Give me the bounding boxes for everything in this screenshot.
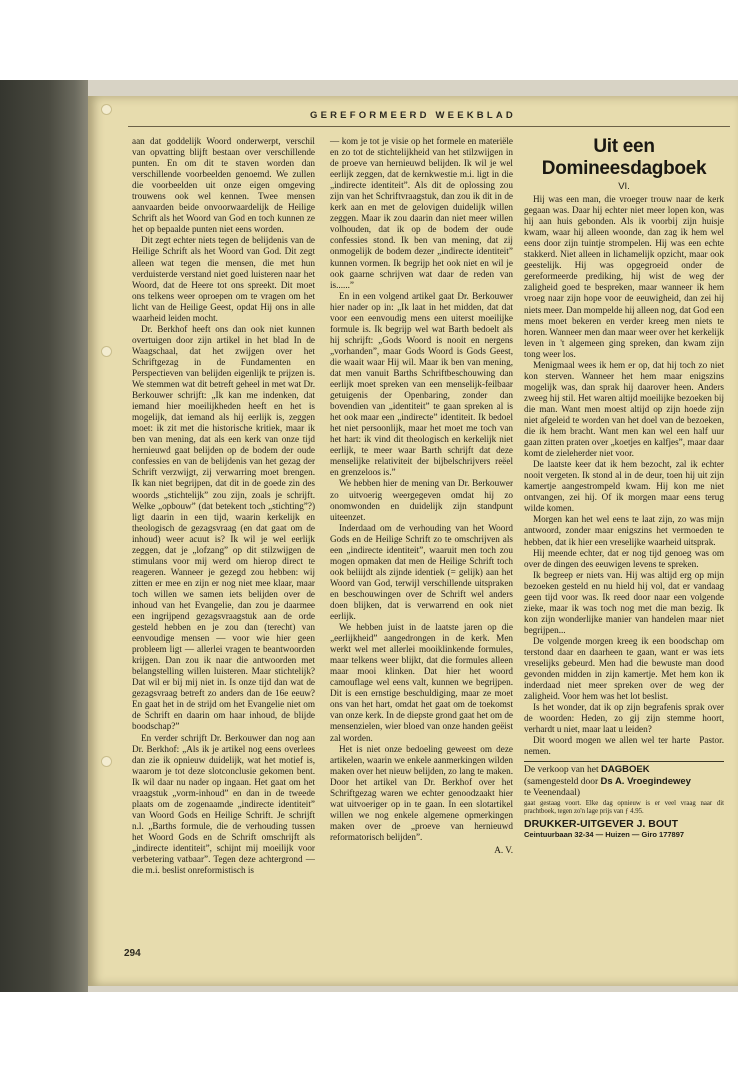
paragraph: Is het wonder, dat ik op zijn begrafenis sprak over de woorden: Heden, zo gij zijn stemme hoort, verhardt u niet, maar laat u leiden? bbox=[524, 702, 724, 735]
paragraph: Menigmaal wees ik hem er op, dat hij toch zo niet kon sterven. Wanneer het hem maar enigszins mogelijk was, dan sprak hij daarover heen. Anders zweeg hij stil. Het waren altijd moeilijke bezoeken bij die man. Want men moest altijd op zijn hoede zijn niet afgeleid te worden van het doel van de bezoeken, die ik hem bracht. Want men kan wel een half uur gaan zitten praten over „koetjes en kalfjes”, maar daar komt de zieleherder niet voor. bbox=[524, 359, 724, 459]
paragraph: Dit zegt echter niets tegen de belijdenis van de Heilige Schrift als het Woord van God. Dit zegt alleen wat tegen die mensen, die met hun verduisterde verstand niet goed luisteren naar het Woord, dat de Heere tot ons spreekt. Dit moet ons telkens weer oproepen om te vragen om het licht van de Heilige Geest, opdat Hij ons in alle waarheid leiden mocht. bbox=[132, 235, 315, 323]
paragraph-with-signature bbox=[524, 735, 724, 757]
paragraph: En in een volgend artikel gaat Dr. Berkouwer hier nader op in: „Ik laat in het midden, dat dat voor een eenvoudig mens een uiterst moeilijke formule is. Ik begrijp wel wat Barth bedoelt als hij schrijft: „Gods Woord is nooit en nergens „vorhanden”, maar Gods Woord is Gods Geest, die waait waar Hij wil. Maar ik ben van mening, dat men vanuit Barths Schriftbeschouwing dan eerlijk moet spreken van een menselijk-feilbaar getuigenis der Openbaring, zonder dan bovendien van „identiteit” te gaan spreken al is het ook maar een „indirecte” identiteit. Ik bedoel het niet persoonlijk, maar het moet me toch van het hart: ik vind dit theologisch en kerkelijk niet eerlijk, te meer waar Barth schrijft dat deze menselijke relativiteit der bijbelschrijvers reëel en grenzeloos is.” bbox=[330, 290, 513, 478]
column-right bbox=[524, 136, 724, 839]
ad-address: Ceintuurbaan 32-34 — Huizen — Giro 177897 bbox=[524, 829, 685, 839]
running-header: GEREFORMEERD WEEKBLAD bbox=[309, 110, 516, 121]
paragraph: — kom je tot je visie op het formele en materiële en zo tot de stichtelijkheid van het stilzwijgen in de proeve van hernieuwd belijden. Ik wil je wel eerlijk zeggen, dat de kernkwestie m.i. ligt in die „indirecte identiteit”. Als dit de oplossing zou zijn van het Schriftvraagstuk, dan zou ik dit in de kerk aan en met de gelovigen duidelijk willen zeggen. Maar ik zou daarin dan niet meer willen volhouden, dat ik op de bodem der oude confessies stond. Ik ben van mening, dat zij onmogelijk de bodem dezer „indirecte identiteit” kunnen vormen. Ik begrijp het ook niet en wil je ook gaarne schrijven wat daar de reden van is......” bbox=[330, 136, 513, 290]
ad-author: Ds A. Vroegindewey bbox=[600, 776, 691, 788]
article-title: Uit een Domineesdagboek bbox=[541, 136, 707, 179]
paragraph: Dit woord mogen we allen wel ter harte nemen. bbox=[524, 735, 691, 757]
punch-hole bbox=[101, 756, 112, 767]
ad-publisher: DRUKKER-UITGEVER J. BOUT bbox=[524, 817, 679, 830]
column-left bbox=[132, 136, 315, 876]
author-signature: A. V. bbox=[494, 845, 513, 855]
paragraph: Ik begreep er niets van. Hij was altijd erg op mijn bezoeken gesteld en nu hield hij vol, dat er vandaag geen tijd voor was. Ik reed door naar een volgende zieke, maar ik was toch nog met die man bezig. Ik kon zijn wonderlijke manier van handelen maar niet begrijpen... bbox=[524, 569, 724, 635]
pastor-signature: Pastor. bbox=[699, 735, 724, 746]
paragraph: Dr. Berkhof heeft ons dan ook niet kunnen overtuigen door zijn artikel in het blad In de Waagschaal, dat het zwijgen over het Schriftgezag in de Fundamenten en Perspectieven van belijden eigenlijk te prijzen is. We stemmen wat dit betreft geheel in met wat Dr. Berkouwer schrijft: „Ik kan me indenken, dat iemand hier moeilijkheden heeft en het is mogelijk, dat iemand als hij eerlijk is, zeggen moet: ik zit met die historische kritiek, maar ik ben van mening, dat als een kerk van onze tijd hernieuwd gaat belijden op de bodem der oude confessies en van de belijdenis van het gezag der Schrift verzwijgt, zij verwarring moet brengen. Ik kan niet begrijpen, dat dit in de goede zin des woords „stichtelijk” zou zijn, zoals je schrijft. Welke „opbouw” (dat betekent toch „stichting”?) ligt daarin in een tijd, waarin kerkelijk en theologisch de gezagsvraag (en dat gaat om de inhoud) weer acuut is? Ik wil je wel eerlijk zeggen, dat je „lofzang” op dit stilzwijgen de stimulans voor mij werd om hierop direct te reageren. Wanneer je gezegd zou hebben: wij zitten er mee en zijn er nog niet mee klaar, maar toch willen we samen iets belijden over de inhoud van het Evangelie, dan zou je daarmee een ingrijpend gezagsvraagstuk aan de orde gesteld hebben en je zou dan (terecht) van eenvoudige mensen — voor wie hier geen probleem ligt — allerlei vragen te beantwoorden krijgen. Dan zou ik naar die antwoorden met belangstelling willen luisteren. Maar stichtelijk? Dat wil er bij mij niet in. Is onze tijd dan wat de gezagsvraag betreft zo anders dan de 16e eeuw? En gaat het in de strijd om het Evangelie niet om de Schrift en daarin om haar inhoud, de blijde boodschap?” bbox=[132, 323, 315, 732]
ad-body: gaat gestaag voort. Elke dag opnieuw is er veel vraag naar dit prachtboek, tegen zo'n lage prijs van ƒ 4.95. bbox=[524, 800, 724, 816]
ad-line: De verkoop van het DAGBOEK bbox=[524, 764, 650, 776]
book-binding bbox=[0, 80, 88, 992]
magazine-page bbox=[88, 96, 738, 986]
ad-line: (samengesteld door Ds A. Vroegindewey bbox=[524, 776, 691, 788]
ad-line: te Veenendaal) bbox=[524, 788, 581, 799]
page-number: 294 bbox=[124, 948, 141, 959]
paragraph: Het is niet onze bedoeling geweest om deze artikelen, waarin we enkele aanmerkingen wilden maken over het nieuw belijden, zo lang te maken. Door het artikel van Dr. Berkhof over het Schriftgezag waren we echter genoodzaakt hier wat uitvoeriger op in te gaan. In een slotartikel willen we nog enkele algemene opmerkingen maken over de „proeve van hernieuwd reformatorisch belijden”. bbox=[330, 743, 513, 842]
column-middle bbox=[330, 136, 513, 856]
paragraph: Hij meende echter, dat er nog tijd genoeg was om over de dingen des eeuwigen levens te spreken. bbox=[524, 547, 724, 569]
paragraph: En verder schrijft Dr. Berkouwer dan nog aan Dr. Berkhof: „Als ik je artikel nog eens overlees dan zie ik opnieuw duidelijk, wat het motief is, waarom je tot deze slotconclusie gekomen bent. Ik wil daar nu nader op ingaan. Het gaat om het vraagstuk „vorm-inhoud” en dan in de tweede plaats om de zogenaamde „indirecte identiteit” van Woord Gods en Heilige Schrift. Je schrijft n.l. „Barths formule, die de verhouding tussen het Woord Gods en de Schrift omschrijft als „indirecte identiteit”, schijnt mij moeilijk voor verbetering vatbaar”. Tegen deze achtergrond — die m.i. beslist onreformistisch is bbox=[132, 732, 315, 876]
paragraph: We hebben hier de mening van Dr. Berkouwer zo uitvoerig weergegeven omdat hij zo onomwonden en duidelijk zijn standpunt uiteenzet. bbox=[330, 478, 513, 522]
article-subtitle: VI. bbox=[618, 181, 630, 192]
paragraph: Morgen kan het wel eens te laat zijn, zo was mijn antwoord, zonder maar enigszins het vermoeden te hebben, dat ik hier een vreselijke waarheid uitsprak. bbox=[524, 514, 724, 547]
punch-hole bbox=[101, 346, 112, 357]
paragraph: Hij was een man, die vroeger trouw naar de kerk gegaan was. Daar hij echter niet meer lopen kon, was hij aan huis gebonden. Als ik voorbij zijn huisje kwam, waar hij alleen woonde, dan zag ik hem wel eens door zijn tuintje strompelen. Hij was een echte stakkerd. Niet alleen in lichamelijk opzicht, maar ook geestelijk. Hij was opgegroeid onder de gereformeerde prediking, hij wist de weg der zaligheid goed te bespreken, maar wanneer ik hem vroeg naar zijn hope voor de eeuwigheid, dan zei hij niets meer. Dan mompelde hij alleen nog, dat God een mens moet bekeren en verder kreeg men niets te horen. Wanneer men dan maar weer over het kerkelijk leven in 't algemeen ging spreken, dan kwam zijn tong weer los. bbox=[524, 194, 724, 359]
advertisement bbox=[524, 761, 724, 838]
ad-product: DAGBOEK bbox=[601, 764, 650, 776]
paragraph: De volgende morgen kreeg ik een boodschap om terstond daar en daarheen te gaan, want er was iets vreselijks gebeurd. Men had die bewuste man dood gevonden midden in zijn kamertje. Met hem kon ik inderdaad niet meer spreken over de weg der zaligheid. Voor hem was het lot beslist. bbox=[524, 635, 724, 702]
paragraph: De laatste keer dat ik hem bezocht, zal ik echter nooit vergeten. Ik stond al in de deur, toen hij uit zijn kamertje aangestrompeld kwam. Hij kon me niet ontvangen, zei hij. Of ik morgen maar eens terug wilde komen. bbox=[524, 459, 724, 514]
paragraph: We hebben juist in de laatste jaren op die „eerlijkheid” aangedrongen in de kerk. Men werkt wel met allerlei mooiklinkende formules, maar telkens weer blijkt, dat die formules alleen maar mooi klinken. Dat hier het woord camouflage wel eens valt, kunnen we begrijpen. Dit is een ernstige beschuldiging, maar ze moet ons van het hart, omdat het gaat om de toekomst van onze kerk. In de diepste grond gaat het om de mensenzielen, wier bloed van onze handen geëist zal worden. bbox=[330, 622, 513, 743]
paragraph: aan dat goddelijk Woord onderwerpt, verschil van opvatting blijft bestaan over verschillende punten. En om dit te staven worden dan verschillende voorbeelden genoemd. We zullen die voorbeelden uit onze eigen omgeving trouwens ook wel kennen. Twee mensen aanvaarden beide onvoorwaardelijk de Heilige Schrift als het Woord van God en toch kunnen ze het op bepaalde punten niet eens worden. bbox=[132, 136, 315, 235]
paragraph: Inderdaad om de verhouding van het Woord Gods en de Heilige Schrift zo te omschrijven als een „indirecte identiteit”, waaruit men toch zou mogen opmaken dat men de Heilige Schrift toch ook beliijdt als zijnde identiek (= gelijk) aan het Woord van God, terwijl verschillende uitspraken en beschouwingen over de Schrift wel anders doen blijken, dat is verwarrend en ook niet eerlijk. bbox=[330, 522, 513, 622]
header-rule bbox=[128, 126, 730, 127]
